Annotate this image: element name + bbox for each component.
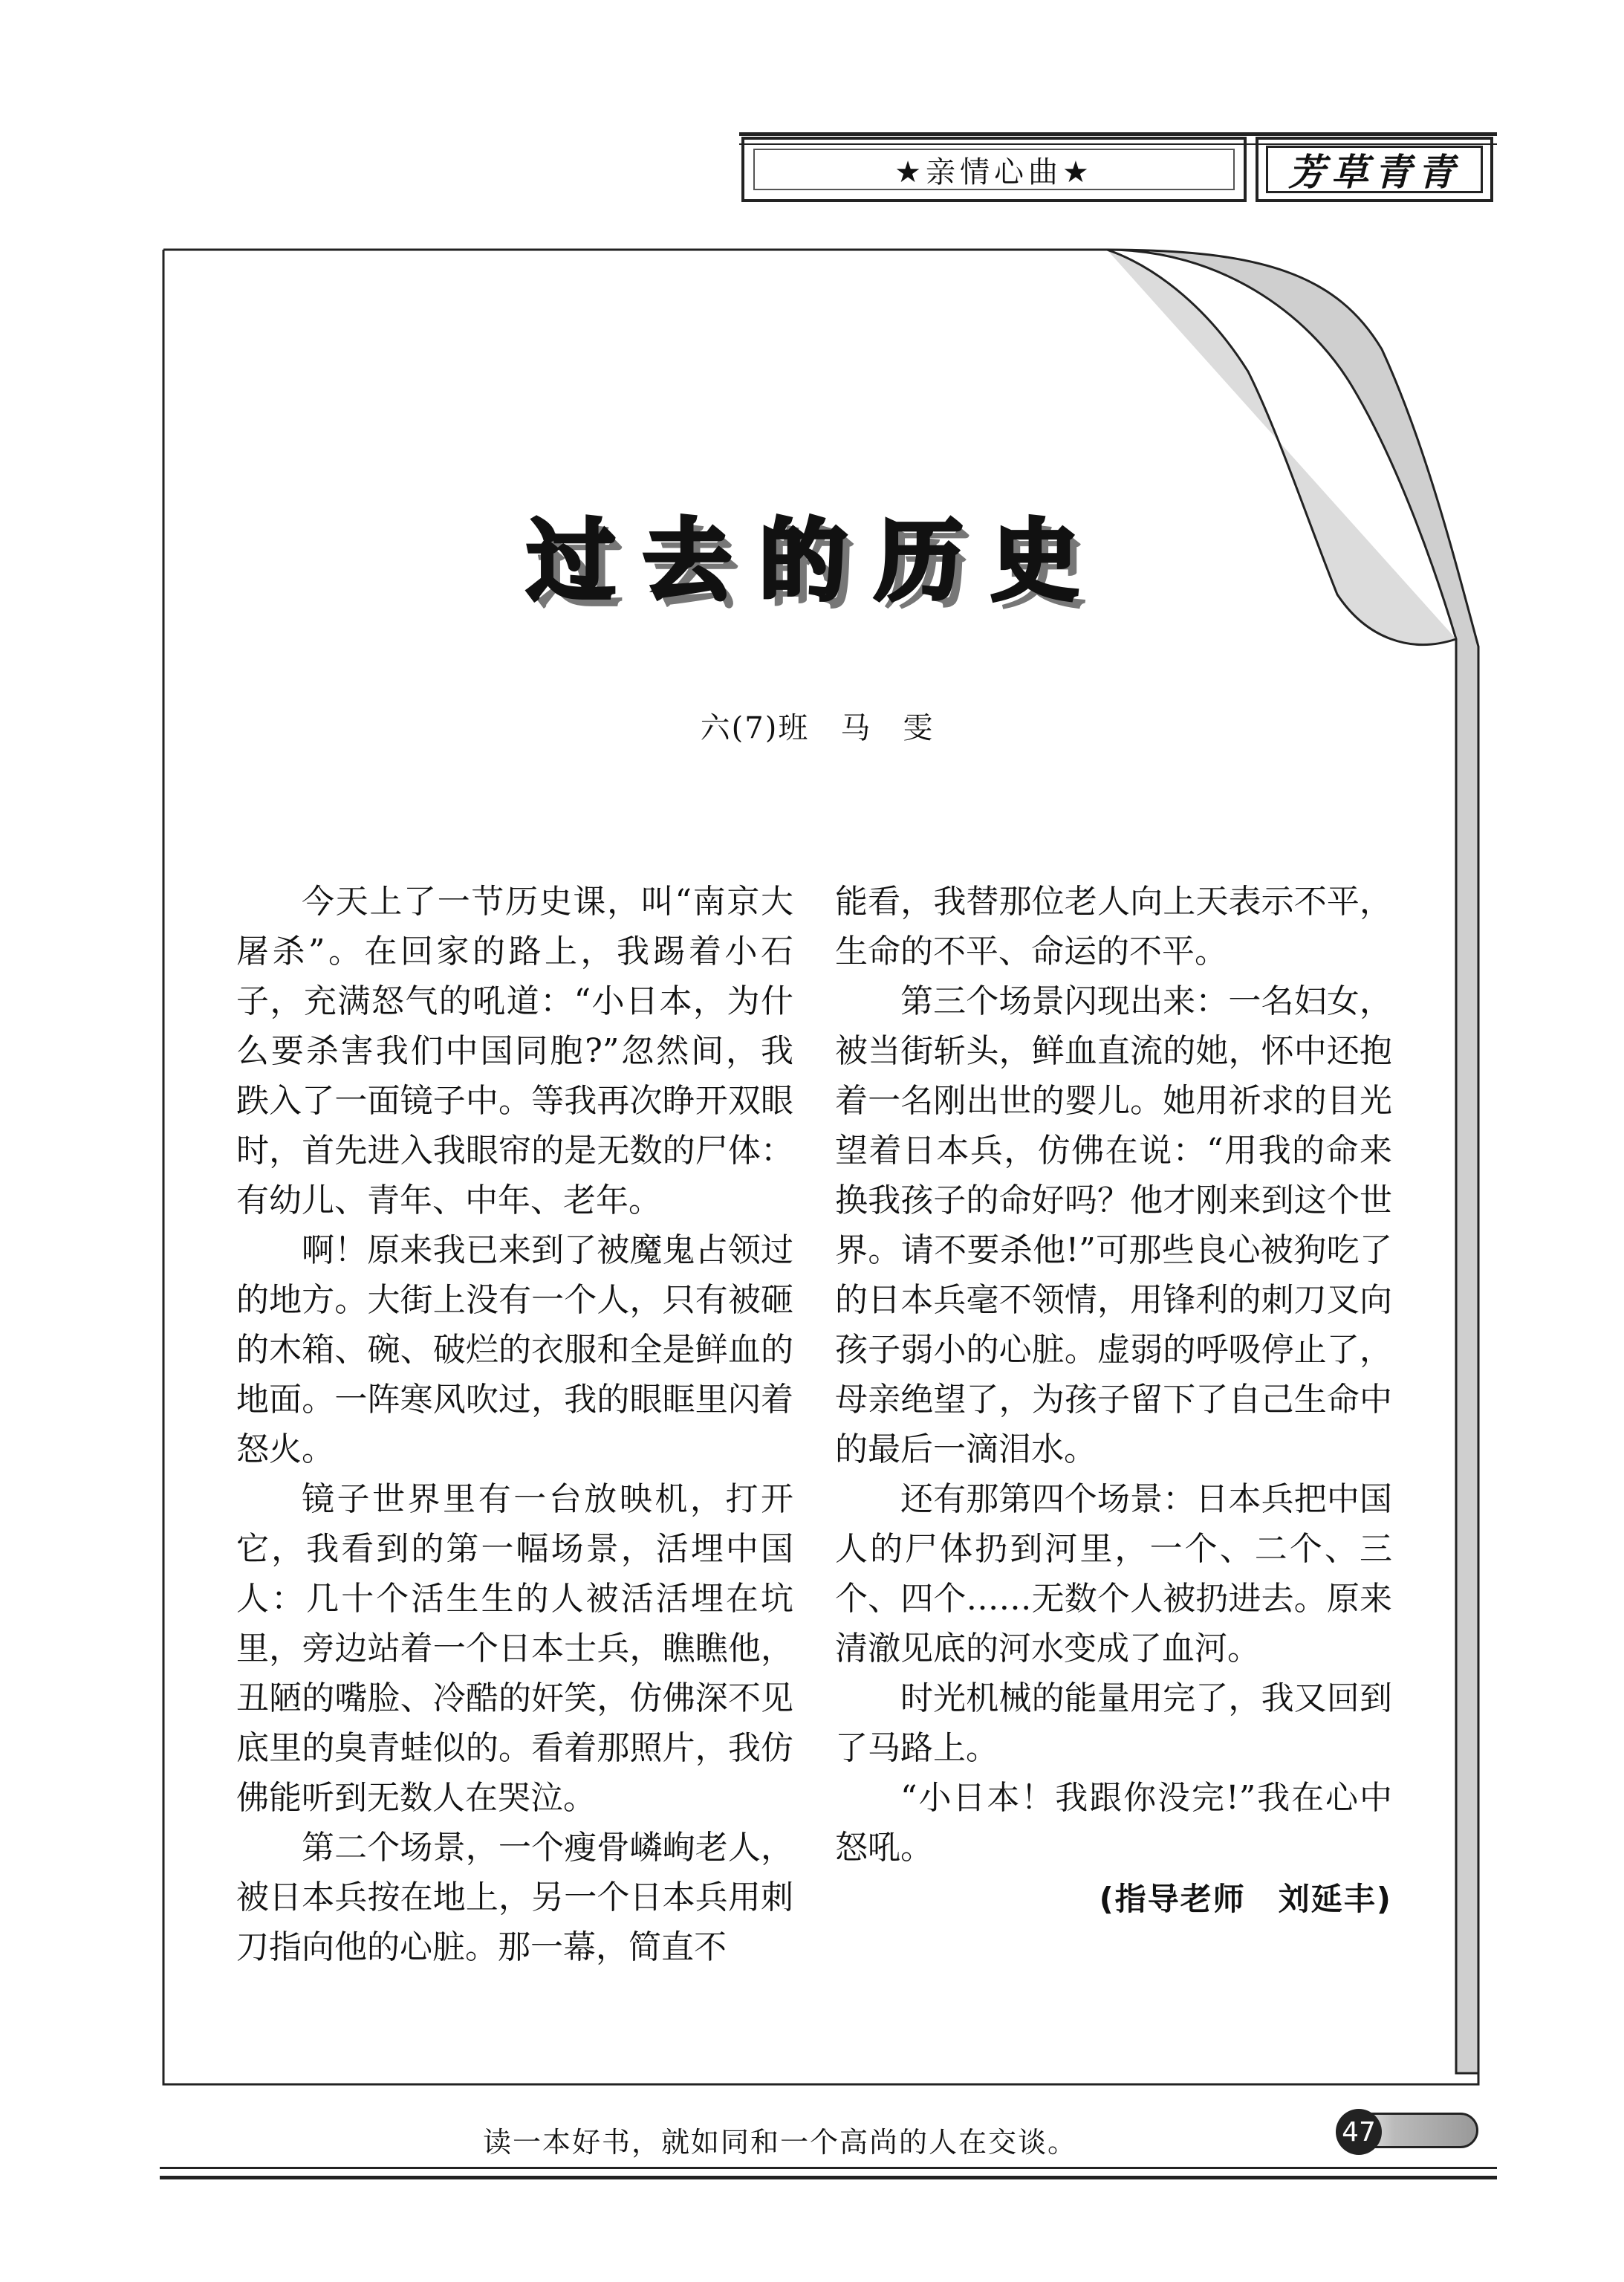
paragraph: 第二个场景，一个瘦骨嶙峋老人，被日本兵按在地上，另一个日本兵用刺刀指向他的心脏。那一幕，简直不 (236, 1829, 793, 1966)
paragraph: 时光机械的能量用完了，我又回到了马路上。 (835, 1679, 1392, 1767)
article-author: 六(7)班 马 雯 (700, 711, 935, 745)
paragraph: 今天上了一节历史课，叫“南京大屠杀”。在回家的路上，我踢着小石子，充满怒气的吼道：“小日本，为什么要杀害我们中国同胞?”忽然间，我跌入了一面镜子中。等我再次睁开双眼时，首先进入我眼帘的是无数的尸体：有幼儿、青年、中年、老年。 (236, 883, 793, 1219)
footer-slogan: 读一本好书，就如同和一个高尚的人在交谈。 (482, 2126, 1077, 2159)
paragraph-continuation: 能看，我替那位老人向上天表示不平，生命的不平、命运的不平。 (835, 883, 1392, 970)
left-column (236, 877, 793, 1972)
paragraph: 镜子世界里有一台放映机，打开它，我看到的第一幅场景，活埋中国人：几十个活生生的人被活活埋在坑里，旁边站着一个日本士兵，瞧瞧他，丑陋的嘴脸、冷酷的奸笑，仿佛深不见底里的臭青蛙似的。看着那照片，我仿佛能听到无数人在哭泣。 (236, 1480, 793, 1817)
page-number: 47 (1336, 2109, 1382, 2155)
paragraph: “小日本！我跟你没完!”我在心中怒吼。 (835, 1779, 1392, 1867)
paragraph: 第三个场景闪现出来：一名妇女，被当街斩头，鲜血直流的她，怀中还抱着一名刚出世的婴儿。她用祈求的目光望着日本兵，仿佛在说：“用我的命来换我孩子的命好吗？他才刚来到这个世界。请不要杀他!”可那些良心被狗吃了的日本兵毫不领情，用锋利的刺刀叉向孩子弱小的心脏。虚弱的呼吸停止了，母亲绝望了，为孩子留下了自己生命中的最后一滴泪水。 (835, 982, 1392, 1468)
teacher-credit: (指导老师 刘延丰) (1099, 1881, 1392, 1917)
footer-rule (160, 2167, 1497, 2169)
column-name: 芳草青青 (1266, 146, 1483, 193)
right-column (835, 877, 1392, 1924)
article-title: 过去的历史 (527, 510, 1107, 612)
paragraph: 还有那第四个场景：日本兵把中国人的尸体扔到河里，一个、二个、三个、四个……无数个人被扔进去。原来清澈见底的河水变成了血河。 (835, 1480, 1392, 1667)
footer-rule (160, 2176, 1497, 2179)
section-label: ★亲情心曲★ (753, 149, 1235, 190)
paragraph: 啊！原来我已来到了被魔鬼占领过的地方。大街上没有一个人，只有被砸的木箱、碗、破烂的衣服和全是鲜血的地面。一阵寒风吹过，我的眼眶里闪着怒火。 (236, 1231, 793, 1468)
